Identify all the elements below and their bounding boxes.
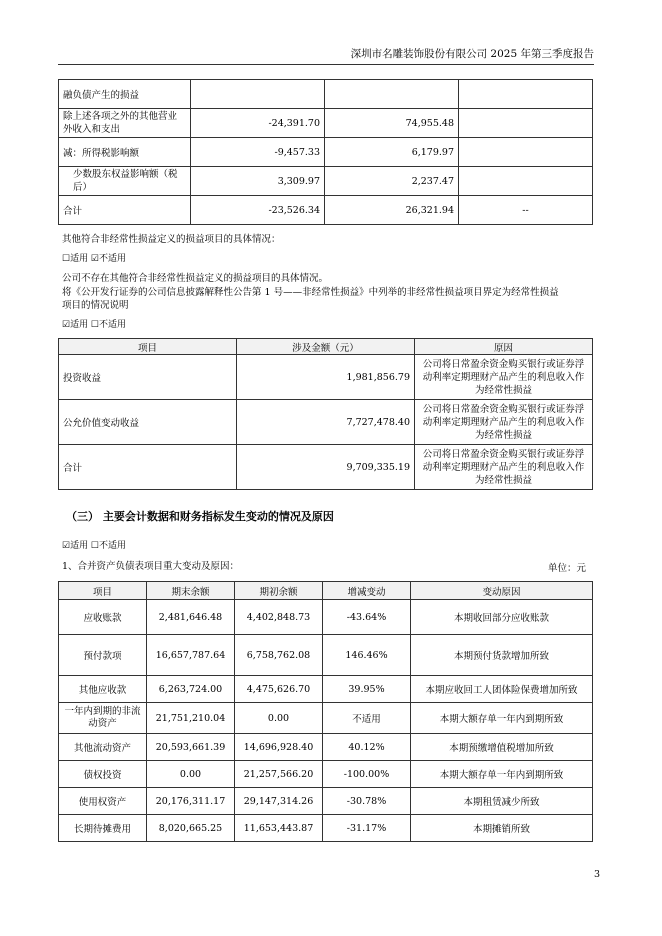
- row-reason: 本期应收回工人团体险保费增加所致: [411, 676, 593, 703]
- header-divider: [58, 64, 594, 65]
- row-end-balance: 20,176,311.17: [147, 788, 235, 815]
- row-end-balance: 0.00: [147, 761, 235, 788]
- table-row: [59, 761, 593, 788]
- row-value: 6,179.97: [325, 138, 459, 167]
- row-value: 74,955.48: [325, 109, 459, 138]
- row-begin-balance: 11,653,443.87: [235, 815, 323, 842]
- page-number: 3: [594, 869, 601, 880]
- row-begin-balance: 4,475,626.70: [235, 676, 323, 703]
- applicability-choice-2: ☑适用 ☐不适用: [62, 320, 126, 330]
- table-row: [59, 109, 593, 138]
- row-item: 预付款项: [59, 635, 147, 676]
- row-value: -24,391.70: [191, 109, 325, 138]
- row-value: [459, 167, 593, 196]
- row-item: 长期待摊费用: [59, 815, 147, 842]
- row-begin-balance: 6,758,762.08: [235, 635, 323, 676]
- row-reason: 本期预付货款增加所致: [411, 635, 593, 676]
- section-title: （三） 主要会计数据和财务指标发生变动的情况及原因: [66, 510, 334, 523]
- table-row: [59, 600, 593, 635]
- table-row: [59, 635, 593, 676]
- reclassification-note-line-2: 项目的情况说明: [62, 300, 129, 311]
- row-value: [459, 109, 593, 138]
- row-item: 应收账款: [59, 600, 147, 635]
- row-change: 不适用: [323, 703, 411, 734]
- row-amount: 1,981,856.79: [237, 355, 415, 400]
- table-header-row: [59, 582, 593, 600]
- row-item: 减：所得税影响额: [59, 138, 191, 167]
- row-value: [459, 80, 593, 109]
- row-item: 合计: [59, 196, 191, 225]
- row-item: 使用权资产: [59, 788, 147, 815]
- row-end-balance: 20,593,661.39: [147, 734, 235, 761]
- row-item: 融负债产生的损益: [59, 80, 191, 109]
- row-end-balance: 16,657,787.64: [147, 635, 235, 676]
- row-reason: 公司将日常盈余资金购买银行或证券浮动利率定期理财产品产生的利息收入作为经常性损益: [415, 400, 593, 445]
- balance-sheet-changes-heading: 1、合并资产负债表项目重大变动及原因：: [62, 561, 240, 572]
- row-value: -23,526.34: [191, 196, 325, 225]
- row-item: 其他应收款: [59, 676, 147, 703]
- table-row: [59, 734, 593, 761]
- table-row: [59, 167, 593, 196]
- non-recurring-items-table: [58, 79, 593, 225]
- row-change: -30.78%: [323, 788, 411, 815]
- row-value: [459, 138, 593, 167]
- row-begin-balance: 29,147,314.26: [235, 788, 323, 815]
- applicability-choice-3: ☑适用 ☐不适用: [62, 541, 126, 551]
- row-value: --: [459, 196, 593, 225]
- row-value: [325, 80, 459, 109]
- column-header: 项目: [59, 339, 237, 355]
- row-reason: 公司将日常盈余资金购买银行或证券浮动利率定期理财产品产生的利息收入作为经常性损益: [415, 445, 593, 490]
- table-row: [59, 80, 593, 109]
- column-header: 涉及金额（元）: [237, 339, 415, 355]
- unit-label: 单位：元: [548, 563, 587, 574]
- row-item: 合计: [59, 445, 237, 490]
- recurring-reclassification-table: [58, 338, 593, 490]
- row-item: 投资收益: [59, 355, 237, 400]
- row-begin-balance: 21,257,566.20: [235, 761, 323, 788]
- column-header: 增减变动: [323, 582, 411, 600]
- table-row: [59, 196, 593, 225]
- row-item: 除上述各项之外的其他营业外收入和支出: [59, 109, 191, 138]
- row-item: 其他流动资产: [59, 734, 147, 761]
- column-header: 变动原因: [411, 582, 593, 600]
- column-header: 原因: [415, 339, 593, 355]
- row-change: -43.64%: [323, 600, 411, 635]
- applicability-choice-1: ☐适用 ☑不适用: [62, 254, 126, 264]
- other-items-note: 其他符合非经常性损益定义的损益项目的具体情况：: [62, 234, 281, 245]
- row-reason: 本期租赁减少所致: [411, 788, 593, 815]
- table-row: [59, 703, 593, 734]
- row-change: -100.00%: [323, 761, 411, 788]
- row-reason: 本期收回部分应收账款: [411, 600, 593, 635]
- row-item: 少数股东权益影响额（税后）: [59, 167, 191, 196]
- page-header: 深圳市名雕装饰股份有限公司 2025 年第三季度报告: [350, 48, 594, 60]
- row-value: 2,237.47: [325, 167, 459, 196]
- row-value: -9,457.33: [191, 138, 325, 167]
- no-other-items-text: 公司不存在其他符合非经常性损益定义的损益项目的具体情况。: [62, 273, 329, 284]
- table-row: [59, 138, 593, 167]
- table-row: [59, 355, 593, 400]
- column-header: 期末余额: [147, 582, 235, 600]
- row-change: -31.17%: [323, 815, 411, 842]
- row-item: 一年内到期的非流动资产: [59, 703, 147, 734]
- row-amount: 7,727,478.40: [237, 400, 415, 445]
- row-change: 39.95%: [323, 676, 411, 703]
- row-end-balance: 8,020,665.25: [147, 815, 235, 842]
- row-reason: 本期摊销所致: [411, 815, 593, 842]
- row-reason: 本期大额存单一年内到期所致: [411, 703, 593, 734]
- column-header: 期初余额: [235, 582, 323, 600]
- reclassification-note-line-1: 将《公开发行证券的公司信息披露解释性公告第 1 号——非经常性损益》中列举的非经常性损益项目界定为经常性损益: [62, 287, 559, 298]
- row-reason: 本期预缴增值税增加所致: [411, 734, 593, 761]
- row-begin-balance: 4,402,848.73: [235, 600, 323, 635]
- row-end-balance: 2,481,646.48: [147, 600, 235, 635]
- row-reason: 公司将日常盈余资金购买银行或证券浮动利率定期理财产品产生的利息收入作为经常性损益: [415, 355, 593, 400]
- table-row: [59, 815, 593, 842]
- column-header: 项目: [59, 582, 147, 600]
- table-row: [59, 445, 593, 490]
- row-begin-balance: 0.00: [235, 703, 323, 734]
- row-begin-balance: 14,696,928.40: [235, 734, 323, 761]
- row-item: 债权投资: [59, 761, 147, 788]
- row-value: [191, 80, 325, 109]
- table-header-row: [59, 339, 593, 355]
- row-end-balance: 21,751,210.04: [147, 703, 235, 734]
- row-reason: 本期大额存单一年内到期所致: [411, 761, 593, 788]
- table-row: [59, 676, 593, 703]
- row-change: 40.12%: [323, 734, 411, 761]
- row-amount: 9,709,335.19: [237, 445, 415, 490]
- balance-sheet-changes-table: [58, 581, 593, 842]
- row-value: 26,321.94: [325, 196, 459, 225]
- row-item: 公允价值变动收益: [59, 400, 237, 445]
- table-row: [59, 400, 593, 445]
- row-value: 3,309.97: [191, 167, 325, 196]
- row-change: 146.46%: [323, 635, 411, 676]
- table-row: [59, 788, 593, 815]
- row-end-balance: 6,263,724.00: [147, 676, 235, 703]
